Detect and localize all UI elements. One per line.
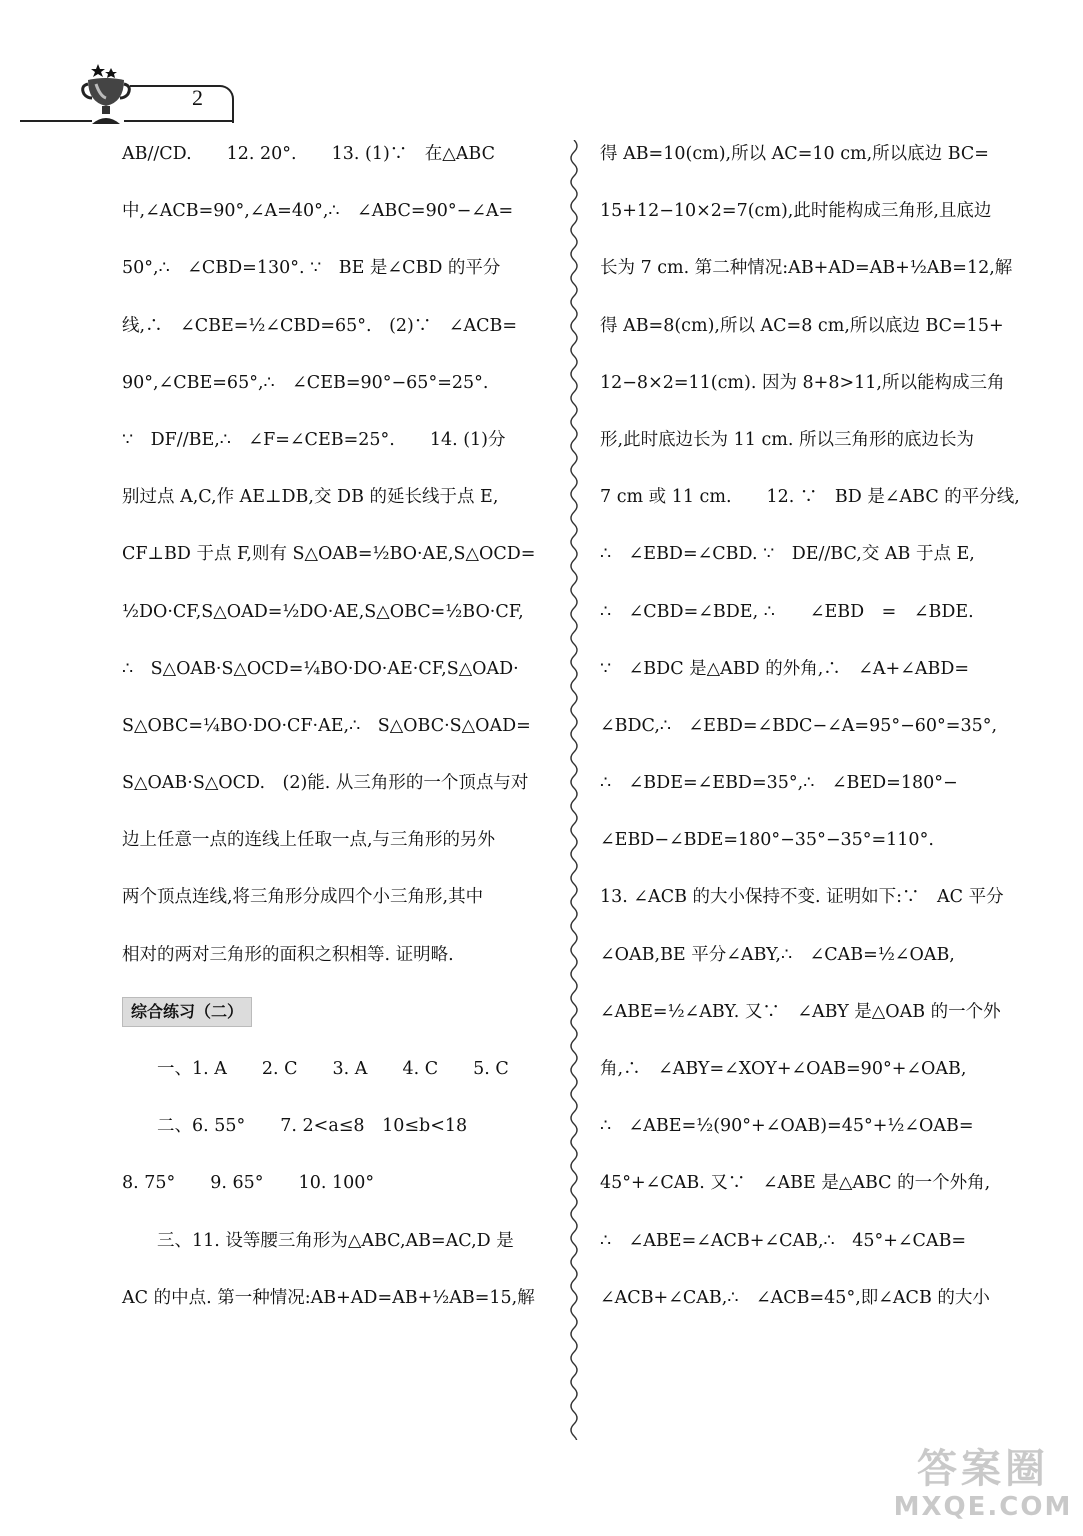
text-line: 角,∴ ∠ABY=∠XOY+∠OAB=90°+∠OAB, (600, 1059, 967, 1079)
column-divider (566, 140, 582, 1440)
text-line: S△OBC=¼BO·DO·CF·AE,∴ S△OBC·S△OAD= (122, 715, 531, 736)
text-line: 相对的两对三角形的面积之积相等. 证明略. (122, 944, 454, 965)
text-line: 三、11. 设等腰三角形为△ABC,AB=AC,D 是 (122, 1230, 514, 1251)
text-line: 二、6. 55° 7. 2<a≤8 10≤b<18 (122, 1116, 468, 1137)
text-line: 别过点 A,C,作 AE⊥DB,交 DB 的延长线于点 E, (122, 487, 499, 508)
text-line: ∠ABE=½∠ABY. 又∵ ∠ABY 是△OAB 的一个外 (600, 1001, 1001, 1022)
text-line: 12−8×2=11(cm). 因为 8+8>11,所以能构成三角 (600, 372, 1005, 393)
watermark-bottom: MXQE.COM (893, 1492, 1073, 1522)
text-line: ∴ ∠ABE=∠ACB+∠CAB,∴ 45°+∠CAB= (600, 1230, 967, 1251)
text-line: 得 AB=10(cm),所以 AC=10 cm,所以底边 BC= (600, 144, 989, 164)
text-line: ∵ ∠BDC 是△ABD 的外角,∴ ∠A+∠ABD= (600, 658, 970, 679)
watermark-top: 答案圈 (917, 1446, 1049, 1492)
left-column (122, 126, 550, 1327)
page-number: 2 (192, 85, 203, 110)
text-line: ∴ ∠ABE=½(90°+∠OAB)=45°+½∠OAB= (600, 1116, 974, 1137)
text-line: 45°+∠CAB. 又∵ ∠ABE 是△ABC 的一个外角, (600, 1173, 991, 1194)
text-line: 7 cm 或 11 cm. 12. ∵ BD 是∠ABC 的平分线, (600, 487, 1020, 508)
text-line: ∵ DF//BE,∴ ∠F=∠CEB=25°. 14. (1)分 (122, 429, 506, 450)
text-line: 得 AB=8(cm),所以 AC=8 cm,所以底边 BC=15+ (600, 315, 1004, 336)
text-line: ∴ ∠EBD=∠CBD. ∵ DE//BC,交 AB 于点 E, (600, 544, 975, 565)
text-line: 90°,∠CBE=65°,∴ ∠CEB=90°−65°=25°. (122, 372, 489, 393)
trophy-icon (78, 58, 134, 130)
text-line: 50°,∴ ∠CBD=130°. ∵ BE 是∠CBD 的平分 (122, 258, 501, 279)
text-line: ∴ ∠CBD=∠BDE, ∴ ∠EBD = ∠BDE. (600, 601, 974, 622)
section-heading-line (122, 984, 550, 1041)
text-line: CF⊥BD 于点 F,则有 S△OAB=½BO·AE,S△OCD= (122, 544, 536, 565)
text-line: ∠EBD−∠BDE=180°−35°−35°=110°. (600, 830, 934, 851)
text-line: AC 的中点. 第一种情况:AB+AD=AB+½AB=15,解 (122, 1287, 535, 1308)
text-line: 边上任意一点的连线上任取一点,与三角形的另外 (122, 830, 496, 851)
text-line: 中,∠ACB=90°,∠A=40°,∴ ∠ABC=90°−∠A= (122, 201, 514, 222)
text-line: 形,此时底边长为 11 cm. 所以三角形的底边长为 (600, 429, 974, 450)
page-number-tab (130, 85, 234, 123)
text-line: AB//CD. 12. 20°. 13. (1)∵ 在△ABC (122, 144, 495, 164)
text-line: 两个顶点连线,将三角形分成四个小三角形,其中 (122, 887, 484, 908)
right-column (600, 126, 1030, 1327)
text-line: 8. 75° 9. 65° 10. 100° (122, 1173, 375, 1194)
text-line: ½DO·CF,S△OAD=½DO·AE,S△OBC=½BO·CF, (122, 601, 524, 622)
text-line: ∠BDC,∴ ∠EBD=∠BDC−∠A=95°−60°=35°, (600, 715, 998, 736)
text-line: ∠ACB+∠CAB,∴ ∠ACB=45°,即∠ACB 的大小 (600, 1287, 990, 1308)
text-line: 13. ∠ACB 的大小保持不变. 证明如下:∵ AC 平分 (600, 887, 1004, 908)
text-line: 长为 7 cm. 第二种情况:AB+AD=AB+½AB=12,解 (600, 258, 1013, 279)
text-line: ∠OAB,BE 平分∠ABY,∴ ∠CAB=½∠OAB, (600, 944, 955, 965)
text-line: 一、1. A 2. C 3. A 4. C 5. C (122, 1059, 509, 1079)
watermark-logo (893, 1446, 1073, 1530)
section-title: 综合练习（二） (122, 997, 252, 1027)
text-line: 线,∴ ∠CBE=½∠CBD=65°. (2)∵ ∠ACB= (122, 315, 518, 336)
text-line: S△OAB·S△OCD. (2)能. 从三角形的一个顶点与对 (122, 773, 529, 794)
text-line: 15+12−10×2=7(cm),此时能构成三角形,且底边 (600, 201, 992, 222)
page-header (0, 0, 1083, 130)
text-line: ∴ ∠BDE=∠EBD=35°,∴ ∠BED=180°− (600, 773, 958, 794)
text-line: ∴ S△OAB·S△OCD=¼BO·DO·AE·CF,S△OAD· (122, 658, 519, 679)
